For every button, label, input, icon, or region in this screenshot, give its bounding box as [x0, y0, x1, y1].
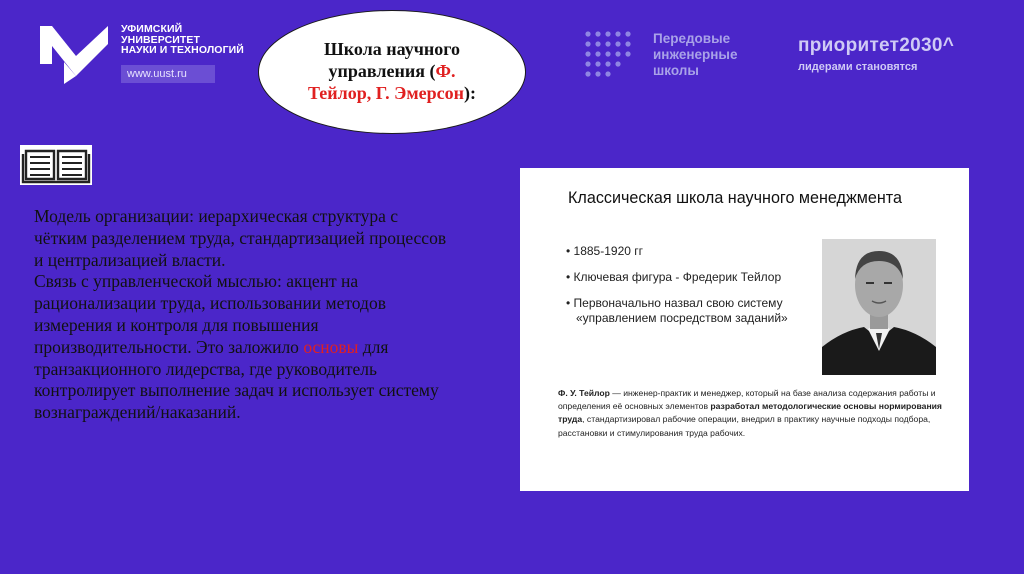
card-desc-text: — инженер-практик и менеджер, который на базе анализа содержания работы и определения её основных элементов	[558, 388, 936, 412]
card-desc-bold: разработал методологические основы нормирования труда	[558, 401, 942, 425]
slide-image-card	[520, 168, 969, 491]
dots-grid-icon	[584, 30, 632, 78]
card-bullet: «управлением посредством заданий»	[576, 311, 788, 325]
university-url-link[interactable]: www.uust.ru	[121, 65, 215, 83]
pish-line: Передовые	[653, 31, 731, 46]
title-line: ):	[464, 83, 477, 103]
body-highlight: основы	[303, 336, 359, 357]
university-name	[121, 24, 244, 56]
taylor-portrait	[822, 239, 936, 375]
title-highlight: Ф.	[435, 61, 456, 81]
priority2030-logo: приоритет2030^	[798, 35, 955, 56]
pish-line: школы	[653, 63, 699, 78]
card-bullet: • 1885-1920 гг	[566, 244, 644, 258]
card-desc-text: , стандартизировал рабочие операции, внедрил в практику научные подходы подбора, расстановки и стимулирования труда рабочих.	[558, 414, 931, 438]
university-name-line: УФИМСКИЙ	[121, 23, 183, 35]
title-line: управления (	[328, 61, 436, 81]
body-text	[34, 206, 454, 424]
priority2030-slogan: лидерами становятся	[798, 61, 918, 73]
card-title: Классическая школа научного менеджмента	[568, 188, 902, 207]
card-bullet: • Ключевая фигура - Фредерик Тейлор	[566, 270, 782, 284]
slide-title	[296, 38, 488, 104]
body-paragraph: Связь с управленческой мыслью: акцент на рационализации труда, использовании методов измерения и контроля для повышения производительности. Это заложило	[34, 271, 386, 357]
card-desc-bold: Ф. У. Тейлор	[558, 388, 610, 398]
card-description	[558, 387, 958, 440]
body-paragraph: Модель организации: иерархическая структура с чётким разделением труда, стандартизацией процессов и централизацией власти.	[34, 206, 447, 270]
card-bullet: • Первоначально назвал свою систему	[566, 296, 783, 310]
book-icon	[20, 145, 92, 185]
pish-logo-text	[653, 31, 737, 79]
title-line: Школа научного	[324, 39, 460, 59]
pish-line: инженерные	[653, 47, 738, 62]
university-logo	[38, 24, 110, 86]
university-name-line: УНИВЕРСИТЕТ	[121, 33, 201, 46]
title-highlight: Тейлор, Г. Эмерсон	[307, 83, 465, 103]
body-paragraph: для транзакционного лидерства, где руководитель контролирует выполнение задач и использует систему вознаграждений/наказаний.	[34, 336, 439, 423]
university-name-line: НАУКИ И ТЕХНОЛОГИЙ	[121, 44, 244, 56]
